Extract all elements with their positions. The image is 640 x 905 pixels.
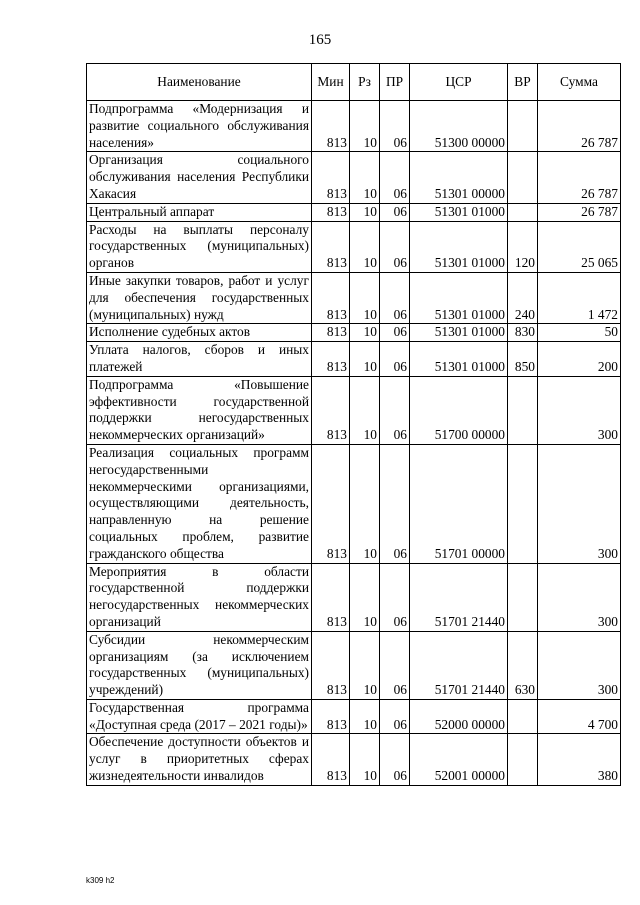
row-rz: 10 (350, 101, 380, 152)
row-vr (508, 101, 538, 152)
row-vr: 240 (508, 272, 538, 323)
row-sum: 300 (538, 631, 621, 699)
row-pr: 06 (380, 699, 410, 734)
row-min: 813 (312, 324, 350, 342)
row-name: Государственная программа «Доступная среда (2017 – 2021 годы)» (87, 699, 312, 734)
table-row (87, 152, 621, 203)
row-min: 813 (312, 152, 350, 203)
row-csr: 51301 00000 (410, 152, 508, 203)
row-name: Подпрограмма «Повышение эффективности государственной поддержки негосударственных некоммерческих организаций» (87, 376, 312, 444)
table-row (87, 324, 621, 342)
row-sum: 380 (538, 734, 621, 785)
row-pr: 06 (380, 376, 410, 444)
table-row (87, 101, 621, 152)
row-vr (508, 203, 538, 221)
row-csr: 51700 00000 (410, 376, 508, 444)
row-sum: 26 787 (538, 101, 621, 152)
row-rz: 10 (350, 376, 380, 444)
row-pr: 06 (380, 342, 410, 377)
row-csr: 51701 21440 (410, 563, 508, 631)
row-name: Мероприятия в области государственной поддержки негосударственных некоммерческих организаций (87, 563, 312, 631)
header-csr: ЦСР (410, 64, 508, 101)
row-pr: 06 (380, 324, 410, 342)
table-row (87, 342, 621, 377)
row-rz: 10 (350, 342, 380, 377)
row-csr: 51301 01000 (410, 324, 508, 342)
row-vr: 630 (508, 631, 538, 699)
row-vr (508, 152, 538, 203)
row-sum: 26 787 (538, 152, 621, 203)
table-row (87, 444, 621, 563)
row-min: 813 (312, 631, 350, 699)
row-min: 813 (312, 376, 350, 444)
row-vr (508, 376, 538, 444)
row-rz: 10 (350, 203, 380, 221)
row-rz: 10 (350, 444, 380, 563)
row-vr (508, 734, 538, 785)
row-csr: 51301 01000 (410, 272, 508, 323)
row-sum: 300 (538, 376, 621, 444)
row-pr: 06 (380, 152, 410, 203)
header-pr: ПР (380, 64, 410, 101)
row-min: 813 (312, 203, 350, 221)
row-vr (508, 699, 538, 734)
row-name: Субсидии некоммерческим организациям (за исключением государственных (муниципальных) учреждений) (87, 631, 312, 699)
row-csr: 51701 00000 (410, 444, 508, 563)
row-sum: 25 065 (538, 221, 621, 272)
table-row (87, 221, 621, 272)
table-header-row (87, 64, 621, 101)
row-pr: 06 (380, 272, 410, 323)
row-rz: 10 (350, 734, 380, 785)
table-row (87, 376, 621, 444)
row-name: Центральный аппарат (87, 203, 312, 221)
table-row (87, 734, 621, 785)
row-min: 813 (312, 101, 350, 152)
table-row (87, 699, 621, 734)
row-pr: 06 (380, 734, 410, 785)
row-csr: 51301 01000 (410, 203, 508, 221)
row-min: 813 (312, 734, 350, 785)
row-rz: 10 (350, 221, 380, 272)
table-row (87, 631, 621, 699)
header-min: Мин (312, 64, 350, 101)
row-name: Подпрограмма «Модернизация и развитие социального обслуживания населения» (87, 101, 312, 152)
row-csr: 51301 01000 (410, 221, 508, 272)
row-min: 813 (312, 342, 350, 377)
row-pr: 06 (380, 221, 410, 272)
row-sum: 1 472 (538, 272, 621, 323)
row-rz: 10 (350, 324, 380, 342)
row-csr: 52001 00000 (410, 734, 508, 785)
header-name: Наименование (87, 64, 312, 101)
row-rz: 10 (350, 272, 380, 323)
row-sum: 300 (538, 563, 621, 631)
row-min: 813 (312, 699, 350, 734)
row-vr: 850 (508, 342, 538, 377)
row-pr: 06 (380, 563, 410, 631)
row-sum: 26 787 (538, 203, 621, 221)
header-rz: Рз (350, 64, 380, 101)
row-min: 813 (312, 272, 350, 323)
row-vr (508, 444, 538, 563)
row-rz: 10 (350, 563, 380, 631)
row-csr: 51300 00000 (410, 101, 508, 152)
row-vr (508, 563, 538, 631)
row-name: Исполнение судебных актов (87, 324, 312, 342)
row-pr: 06 (380, 203, 410, 221)
table-row (87, 203, 621, 221)
row-name: Организация социального обслуживания населения Республики Хакасия (87, 152, 312, 203)
row-min: 813 (312, 444, 350, 563)
row-rz: 10 (350, 152, 380, 203)
row-min: 813 (312, 563, 350, 631)
table-row (87, 563, 621, 631)
row-name: Иные закупки товаров, работ и услуг для обеспечения государственных (муниципальных) нужд (87, 272, 312, 323)
row-vr: 830 (508, 324, 538, 342)
row-vr: 120 (508, 221, 538, 272)
budget-table (86, 63, 621, 786)
footer-code: k309 h2 (86, 876, 115, 885)
row-sum: 200 (538, 342, 621, 377)
row-name: Уплата налогов, сборов и иных платежей (87, 342, 312, 377)
row-min: 813 (312, 221, 350, 272)
row-csr: 51701 21440 (410, 631, 508, 699)
row-name: Обеспечение доступности объектов и услуг в приоритетных сферах жизнедеятельности инвалидов (87, 734, 312, 785)
table-row (87, 272, 621, 323)
header-vr: ВР (508, 64, 538, 101)
row-csr: 51301 01000 (410, 342, 508, 377)
row-name: Реализация социальных программ негосударственными некоммерческими организациями, осуществляющими деятельность, направленную на решение социальных проблем, развитие гражданского общества (87, 444, 312, 563)
row-sum: 4 700 (538, 699, 621, 734)
row-rz: 10 (350, 631, 380, 699)
row-name: Расходы на выплаты персоналу государственных (муниципальных) органов (87, 221, 312, 272)
header-sum: Сумма (538, 64, 621, 101)
row-sum: 300 (538, 444, 621, 563)
row-rz: 10 (350, 699, 380, 734)
row-pr: 06 (380, 444, 410, 563)
row-sum: 50 (538, 324, 621, 342)
page-number: 165 (308, 32, 332, 48)
row-pr: 06 (380, 101, 410, 152)
row-pr: 06 (380, 631, 410, 699)
row-csr: 52000 00000 (410, 699, 508, 734)
